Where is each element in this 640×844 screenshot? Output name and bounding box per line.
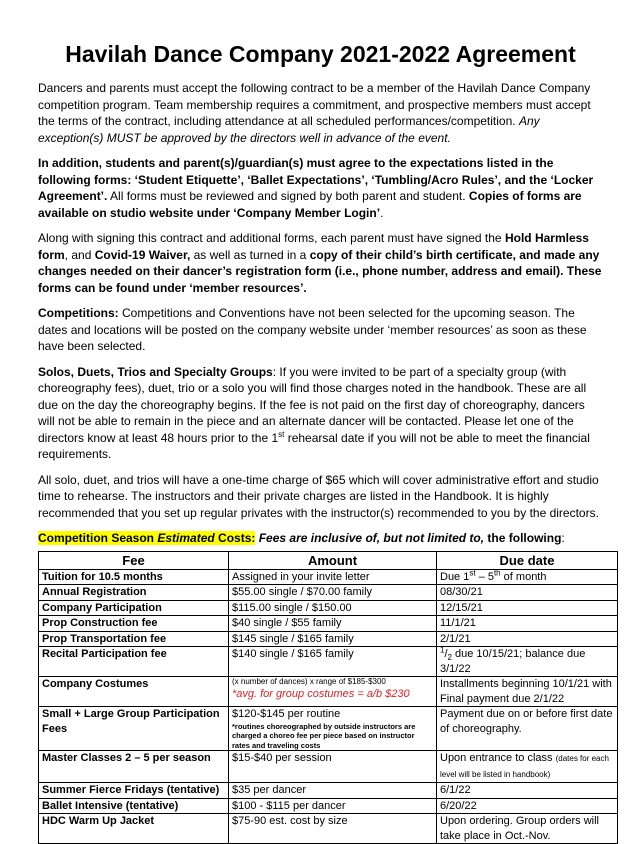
amount-cell: Assigned in your invite letter [229,569,437,585]
due-cell: 12/15/21 [437,600,618,616]
header-fee: Fee [39,551,229,569]
costs-heading-highlight [38,531,255,545]
hold-harmless-form: Hold Harmless form [38,231,589,262]
competitions-label: Competitions: [38,306,119,320]
table-row [39,783,618,799]
competitions-text: Competitions and Conventions have not been selected for the upcoming season. The dates and locations will be posted on the company website under ‘member resources’ as soon as these have been selected. [38,306,587,353]
due-cell: Payment due on or before first date of choreography. [437,707,618,751]
solos-superscript: st [278,430,284,439]
amount-cell: $55.00 single / $70.00 family [229,585,437,601]
amount-cell: $40 single / $55 family [229,616,437,632]
due-cell: 2/1/21 [437,631,618,647]
fee-cell: Ballet Intensive (tentative) [39,798,229,814]
due-cell: 08/30/21 [437,585,618,601]
fee-cell: Prop Transportation fee [39,631,229,647]
fee-cell: Prop Construction fee [39,616,229,632]
due-cell: 11/1/21 [437,616,618,632]
solos-text: : If you were invited to be part of a specialty group (with choreography fees), duet, trio or a solo you will find those charges noted in the handbook. These are all due on the day the choreography begins. If the fee is not paid on the first day of choreography, dancers will not be able to remain in the piece and an alternate dancer will be contacted. Please let one of the directors know at least 48 hours prior to the 1 [38,365,586,445]
choreo-fee-note: *routines choreographed by outside instructors are charged a choreo fee per piece based on instructor rates and traveling costs [232,722,433,751]
due-superscript: st [469,568,475,577]
table-row [39,585,618,601]
table-row [39,616,618,632]
forms-location: Copies of forms are available on studio website under ‘Company Member Login’ [38,189,582,220]
costs-heading-estimated: Estimated [157,531,214,545]
table-row [39,647,618,677]
due-cell [437,569,618,585]
due-superscript: th [494,568,501,577]
table-row [39,798,618,814]
amount-cell: $75-90 est. cost by size [229,814,437,844]
forms-period: . [380,206,383,220]
due-cell: 6/1/22 [437,783,618,799]
solos-paragraph [38,364,603,463]
amount-cell: $100 - $115 per dancer [229,798,437,814]
harmless-text-1: Along with signing this contract and additional forms, each parent must have signed the [38,231,505,245]
costs-heading [38,530,603,547]
due-text: Upon entrance to class [440,752,556,764]
due-cell: 6/20/22 [437,798,618,814]
costs-colon: : [561,531,564,545]
due-text: – 5 [476,571,494,583]
costs-inclusive-note: Fees are inclusive of, but not limited to, [255,531,484,545]
amount-cell: $140 single / $165 family [229,647,437,677]
amount-cell [229,707,437,751]
due-text: due 10/15/21; balance due 3/1/22 [440,648,585,675]
fee-cell: Small + Large Group Participation Fees [39,707,229,751]
fee-cell: Annual Registration [39,585,229,601]
birth-certificate-requirement: copy of their child’s birth certificate, and made any changes needed on their dancer’s registration form (i.e., phone number, address and email). These forms can be found under ‘member resources’. [38,248,601,295]
costume-range-note: (x number of dances) x range of $185-$300 [232,677,433,687]
fee-cell: Tuition for 10.5 months [39,569,229,585]
costs-heading-part2: Costs: [215,531,256,545]
due-text: Due 1 [440,571,469,583]
competitions-paragraph [38,305,603,355]
amount-text: $120-$145 per routine [232,708,340,720]
fee-cell: Master Classes 2 – 5 per season [39,751,229,783]
costs-following: the following [484,531,561,545]
costume-average-note: *avg. for group costumes = a/b $230 [232,687,433,702]
due-cell: Installments beginning 10/1/21 with Final payment due 2/1/22 [437,677,618,707]
header-due-date: Due date [437,551,618,569]
table-row [39,707,618,751]
intro-text: Dancers and parents must accept the following contract to be a member of the Havilah Dance Company competition program. Team membership requires a commitment, and prospective members must accept the terms of the contract, including attendance at all scheduled performances/competition. [38,81,591,128]
amount-cell: $15-$40 per session [229,751,437,783]
forms-list: In addition, students and parent(s)/guardian(s) must agree to the expectations listed in the following forms: ‘Student Etiquette’, ‘Ballet Expectations’, ‘Tumbling/Acro Rules’, and the ‘Locker Agreement’. [38,156,593,203]
forms-paragraph [38,155,603,221]
table-header-row [39,551,618,569]
costs-table [38,551,618,844]
amount-cell: $35 per dancer [229,783,437,799]
fee-cell: Summer Fierce Fridays (tentative) [39,783,229,799]
harmless-text-2: , and [65,248,95,262]
header-amount: Amount [229,551,437,569]
harmless-text-3: as well as turned in a [190,248,309,262]
amount-cell [229,677,437,707]
costs-heading-part1: Competition Season [38,531,157,545]
page-title: Havilah Dance Company 2021-2022 Agreement [38,40,603,68]
fee-cell: HDC Warm Up Jacket [39,814,229,844]
table-row [39,600,618,616]
amount-cell: $145 single / $165 family [229,631,437,647]
intro-exception-note: Any exception(s) MUST be approved by the directors well in advance of the event. [38,114,540,145]
intro-paragraph [38,80,603,146]
covid-waiver: Covid-19 Waiver, [95,248,191,262]
table-row [39,751,618,783]
table-row [39,569,618,585]
solos-label: Solos, Duets, Trios and Specialty Groups [38,365,273,379]
hold-harmless-paragraph [38,230,603,296]
amount-cell: $115.00 single / $150.00 [229,600,437,616]
table-row [39,631,618,647]
due-cell [437,751,618,783]
fee-cell: Recital Participation fee [39,647,229,677]
fraction-numerator: 1 [440,645,444,654]
due-text: of month [501,571,547,583]
due-cell: Upon ordering. Group orders will take place in Oct.-Nov. [437,814,618,844]
table-row [39,677,618,707]
fraction-denominator: 2 [448,653,452,662]
forms-review-text: All forms must be reviewed and signed by both parent and student. [107,189,469,203]
charge-paragraph: All solo, duet, and trios will have a one-time charge of $65 which will cover administrative effort and studio time to rehearse. The instructors and their private charges are listed in the Handbook. It is highly recommended that you set up regular privates with the instructor(s) recommended to you by the directors. [38,472,603,522]
fee-cell: Company Participation [39,600,229,616]
table-row [39,814,618,844]
due-cell: $^1/_2$ due 10/15/21; balance due 3/1/22 [437,647,618,677]
fee-cell: Company Costumes [39,677,229,707]
solos-text-end: rehearsal date if you will not be able to meet the financial requirements. [38,431,590,462]
due-small-note: (dates for each level will be listed in handbook) [440,754,609,779]
